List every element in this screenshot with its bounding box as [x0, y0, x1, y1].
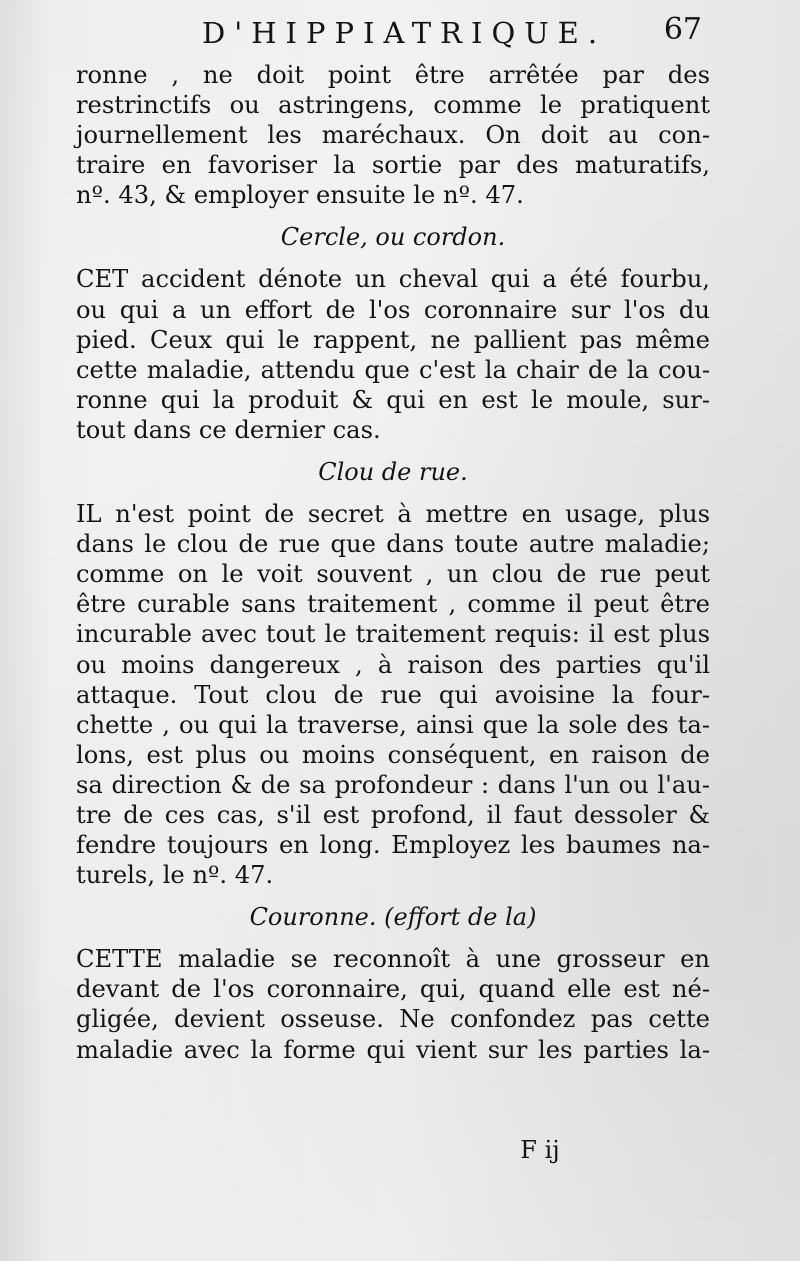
text-line: gligée, devient osseuse. Ne confondez pas cette [76, 1005, 710, 1034]
text-line: traire en favoriser la sortie par des maturatifs, [76, 151, 710, 180]
text-line: être curable sans traitement , comme il peut être [76, 590, 710, 619]
text-line: comme on le voit souvent , un clou de rue peut [76, 560, 710, 589]
paragraph-continuation [76, 60, 710, 210]
text-line: restrinctifs ou astringens, comme le pratiquent [76, 91, 710, 120]
text-line: incurable avec tout le traitement requis: il est plus [76, 620, 710, 649]
text-line: tre de ces cas, s'il est profond, il faut dessoler & [76, 800, 710, 829]
text-line: CETTE maladie se reconnoît à une grosseur en [76, 945, 710, 974]
text-line: nº. 43, & employer ensuite le nº. 47. [76, 181, 524, 210]
running-head-title: D'HIPPIATRIQUE. [202, 16, 607, 50]
text-line: tout dans ce dernier cas. [76, 415, 381, 444]
page-text-block [76, 8, 710, 1065]
text-line: lons, est plus ou moins conséquent, en raison de [76, 740, 710, 769]
text-line: CET accident dénote un cheval qui a été fourbu, [76, 265, 710, 294]
text-line: attaque. Tout clou de rue qui avoisine la four- [76, 680, 710, 709]
text-line: dans le clou de rue que dans toute autre maladie; [76, 530, 710, 559]
text-line: sa direction & de sa profondeur : dans l'un ou l'au- [76, 770, 710, 799]
text-line: devant de l'os coronnaire, qui, quand elle est né- [76, 975, 710, 1004]
text-line: maladie avec la forme qui vient sur les parties la- [76, 1035, 710, 1064]
text-line: ou moins dangereux , à raison des parties qu'il [76, 650, 710, 679]
text-line: turels, le nº. 47. [76, 861, 274, 890]
page-number: 67 [663, 12, 702, 47]
text-line: pied. Ceux qui le rappent, ne pallient pas même [76, 325, 710, 354]
text-line: fendre toujours en long. Employez les baumes na- [76, 831, 710, 860]
section-heading-clou-de-rue: Clou de rue. [318, 458, 468, 487]
text-line: IL n'est point de secret à mettre en usage, plus [76, 500, 710, 529]
section-heading-couronne: Couronne. (effort de la) [249, 903, 537, 932]
paragraph-cercle [76, 264, 710, 445]
running-head [76, 8, 710, 60]
text-line: cette maladie, attendu que c'est la chair de la cou- [76, 355, 710, 384]
text-line: ronne qui la produit & qui en est le moule, sur- [76, 385, 710, 414]
paragraph-couronne [76, 944, 710, 1064]
text-line: ou qui a un effort de l'os coronnaire sur l'os du [76, 295, 710, 324]
text-line: chette , ou qui la traverse, ainsi que la sole des ta- [76, 710, 710, 739]
section-heading-cercle: Cercle, ou cordon. [280, 223, 506, 252]
text-line: journellement les maréchaux. On doit au con- [76, 121, 710, 150]
signature-mark: F ij [520, 1136, 560, 1164]
paragraph-clou-de-rue [76, 499, 710, 890]
text-line: ronne , ne doit point être arrêtée par des [76, 61, 710, 89]
